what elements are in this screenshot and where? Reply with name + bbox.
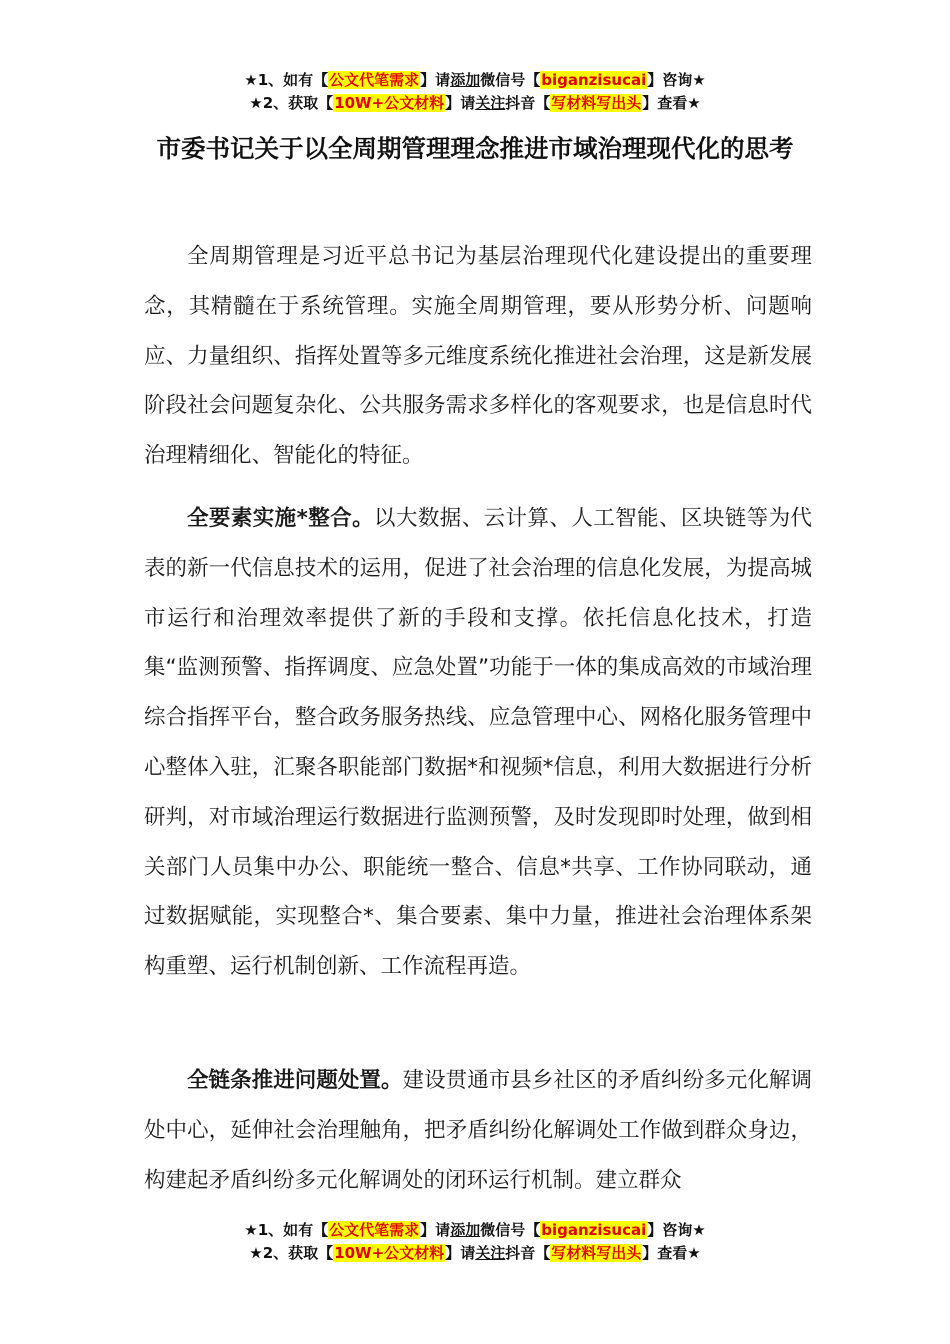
- banner-line-1: [0, 1219, 950, 1242]
- banner-highlight: 公文代笔需求: [329, 1221, 420, 1239]
- banner-text: ★2、获取【: [249, 1244, 334, 1262]
- paragraph-intro: [144, 232, 812, 481]
- banner-highlight: 10W+公文材料: [334, 1244, 445, 1262]
- banner-wechat-id: biganzisucai: [541, 71, 647, 89]
- banner-text: 】查看★: [642, 94, 701, 112]
- paragraph-chain-handling: [144, 1056, 812, 1205]
- paragraph-text: 以大数据、云计算、人工智能、区块链等为代表的新一代信息技术的运用，促进了社会治理的信息化发展，为提高城市运行和治理效率提供了新的手段和支撑。依托信息化技术，打造集“监测预警、指挥调度、应急处置”功能于一体的集成高效的市域治理综合指挥平台，整合政务服务热线、应急管理中心、网格化服务管理中心整体入驻，汇聚各职能部门数据*和视频*信息，利用大数据进行分析研判，对市域治理运行数据进行监测预警，及时发现即时处理，做到相关部门人员集中办公、职能统一整合、信息*共享、工作协同联动，通过数据赋能，实现整合*、集合要素、集中力量，推进社会治理体系架构重塑、运行机制创新、工作流程再造。: [144, 506, 812, 980]
- banner-emphasis: 关注: [475, 94, 506, 112]
- banner-wechat-id: biganzisucai: [541, 1221, 647, 1239]
- paragraph-lead: 全要素实施*整合。: [187, 506, 375, 531]
- banner-emphasis: 添加: [450, 1221, 481, 1239]
- banner-line-2: [0, 92, 950, 115]
- banner-text: 】请: [445, 1244, 476, 1262]
- banner-highlight: 10W+公文材料: [334, 94, 445, 112]
- paragraph-lead: 全链条推进问题处置。: [187, 1068, 403, 1093]
- header-banner: [0, 69, 950, 115]
- banner-line-2: [0, 1242, 950, 1265]
- banner-text: 】请: [420, 71, 451, 89]
- banner-text: 抖音【: [505, 1244, 551, 1262]
- banner-douyin-id: 写材料写出头: [551, 94, 642, 112]
- banner-emphasis: 添加: [450, 71, 481, 89]
- banner-text: 】咨询★: [647, 1221, 706, 1239]
- banner-text: 】请: [445, 94, 476, 112]
- banner-text: 微信号【: [480, 71, 541, 89]
- banner-text: ★2、获取【: [249, 94, 334, 112]
- banner-line-1: [0, 69, 950, 92]
- footer-banner: [0, 1219, 950, 1265]
- banner-text: 】咨询★: [647, 71, 706, 89]
- banner-text: 抖音【: [505, 94, 551, 112]
- paragraph-element-integration: [144, 494, 812, 992]
- banner-emphasis: 关注: [475, 1244, 506, 1262]
- banner-highlight: 公文代笔需求: [329, 71, 420, 89]
- paragraph-text: 建设贯通市县乡社区的矛盾纠纷多元化解调处中心，延伸社会治理触角，把矛盾纠纷化解调处工作做到群众身边，构建起矛盾纠纷多元化解调处的闭环运行机制。建立群众: [144, 1068, 812, 1193]
- banner-douyin-id: 写材料写出头: [551, 1244, 642, 1262]
- banner-text: 微信号【: [480, 1221, 541, 1239]
- banner-text: ★1、如有【: [244, 71, 329, 89]
- banner-text: ★1、如有【: [244, 1221, 329, 1239]
- banner-text: 】请: [420, 1221, 451, 1239]
- banner-text: 】查看★: [642, 1244, 701, 1262]
- document-title: 市委书记关于以全周期管理理念推进市域治理现代化的思考: [156, 134, 794, 163]
- paragraph-text: 全周期管理是习近平总书记为基层治理现代化建设提出的重要理念，其精髓在于系统管理。实施全周期管理，要从形势分析、问题响应、力量组织、指挥处置等多元维度系统化推进社会治理，这是新发展阶段社会问题复杂化、公共服务需求多样化的客观要求，也是信息时代治理精细化、智能化的特征。: [144, 244, 812, 469]
